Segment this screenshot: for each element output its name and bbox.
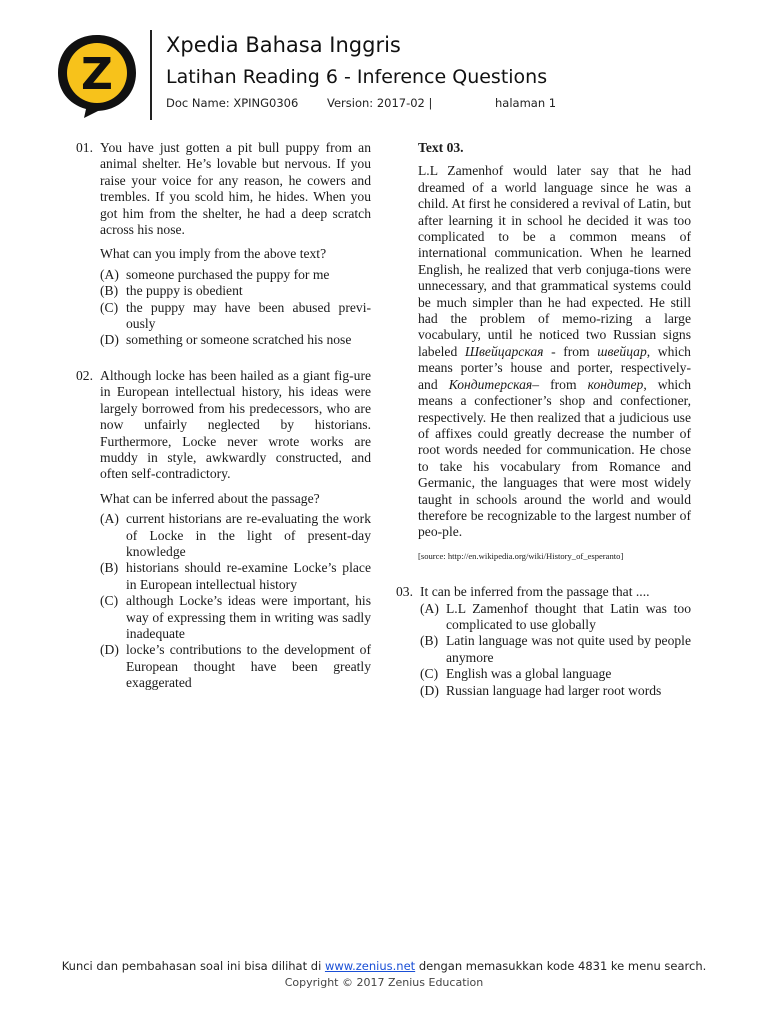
zenius-logo — [54, 31, 140, 119]
question-1 — [76, 140, 371, 349]
option-text: locke’s contributions to the development of European thought have been greatly exaggerated — [126, 642, 371, 691]
option-letter: (B) — [100, 283, 119, 299]
russian-word: Кондитерская — [448, 376, 533, 392]
left-column — [76, 140, 371, 692]
option-text: although Locke’s ideas were important, his way of expressing them in writing was sadly inadequate — [126, 593, 371, 641]
option-text: something or someone scratched his nose — [126, 332, 352, 348]
option-c — [420, 666, 691, 682]
doc-name: Doc Name: XPING0306 — [166, 96, 299, 110]
option-d — [100, 332, 371, 348]
doc-version: Version: 2017-02 | — [327, 96, 433, 110]
page-title: Xpedia Bahasa Inggris — [166, 33, 401, 57]
text-heading: Text 03. — [418, 140, 464, 155]
option-letter: (B) — [100, 560, 119, 576]
footer-text: dengan memasukkan kode 4831 ke menu search. — [415, 959, 707, 973]
logo-letter: Z — [81, 49, 113, 100]
option-d — [420, 683, 691, 699]
question-2 — [76, 368, 371, 692]
option-letter: (B) — [420, 633, 439, 649]
page-subtitle: Latihan Reading 6 - Inference Questions — [166, 66, 548, 88]
option-text: current historians are re-evaluating the work of Locke in the light of present-day knowledge — [126, 511, 371, 559]
passage-part: , which means porter’s house and porter, respectively- and — [418, 343, 691, 392]
footer-text: Kunci dan pembahasan soal ini bisa dilihat di — [61, 959, 325, 973]
text-passage — [418, 163, 691, 540]
option-a — [100, 267, 371, 283]
question-number: 03. — [396, 584, 413, 600]
passage-part: L.L Zamenhof would later say that he had dreamed of a world language since he was a child. At first he considered a revival of Latin, but after learning it in school he decided it was too complicated to be a common means of international communication. When he learned English, he realized that verb conjuga-tions were unnecessary, and that grammatical systems could be much simpler than he had expected. He still had the problem of memo-rizing a large vocabulary, until he noticed two Russian signs labeled — [418, 163, 691, 359]
option-a — [420, 601, 691, 634]
option-text: Latin language was not quite used by people anymore — [446, 633, 691, 665]
option-letter: (A) — [100, 266, 119, 282]
question-passage: You have just gotten a pit bull puppy from an animal shelter. He’s lovable but nervous. If you raise your voice for any reason, he cowers and trembles. If you scold him, he hides. When you got him from the shelter, he had a deep scratch across his nose. — [100, 140, 371, 238]
option-letter: (A) — [420, 600, 439, 616]
question-passage: Although locke has been hailed as a giant fig-ure in European intellectual history, his ideas were largely borrowed from his predecessors, who are now unfairly neglected by historians. Furthermore, Locke never wrote works are muddy in style, awkwardly constructed, and often self-contradictory. — [100, 367, 371, 482]
option-letter: (C) — [100, 593, 119, 609]
option-letter: (C) — [100, 299, 119, 315]
question-number: 02. — [76, 367, 93, 383]
passage-part: , which means a confectioner’s shop and confectioner, respectively. He then realized that a judicious use of affixes could greatly decrease the number of root words needed for communication. He chose to take his vocabulary from Romance and Germanic, the languages that were most widely taught in schools around the world and would therefore be recognizable to the largest number of peo-ple. — [418, 376, 691, 540]
question-3 — [396, 584, 691, 699]
option-letter: (A) — [100, 511, 119, 527]
option-c — [100, 593, 371, 642]
question-prompt: It can be inferred from the passage that .... — [420, 584, 650, 600]
header-divider — [150, 30, 152, 120]
right-column — [396, 140, 691, 699]
russian-word: Швейцарская — [464, 343, 544, 359]
option-letter: (D) — [420, 682, 439, 698]
option-letter: (D) — [100, 642, 119, 658]
option-text: English was a global language — [446, 666, 612, 682]
source-citation: [source: http://en.wikipedia.org/wiki/History_of_esperanto] — [418, 550, 624, 561]
option-a — [100, 511, 371, 560]
option-d — [100, 642, 371, 691]
copyright: Copyright © 2017 Zenius Education — [284, 976, 484, 989]
russian-word: швейцар — [597, 343, 647, 359]
option-b — [100, 560, 371, 593]
footer-note — [0, 959, 768, 973]
option-text: L.L Zamenhof thought that Latin was too complicated to use globally — [446, 600, 691, 632]
option-text: Russian language had larger root words — [446, 682, 662, 698]
question-number: 01. — [76, 140, 93, 155]
passage-part: - from — [543, 343, 598, 359]
passage-part: – from — [532, 376, 588, 392]
option-b — [100, 283, 371, 299]
page-number: halaman 1 — [495, 96, 557, 110]
option-c — [100, 300, 371, 333]
question-prompt: What can be inferred about the passage? — [100, 490, 320, 506]
option-text: historians should re-examine Locke’s place in European intellectual history — [126, 560, 371, 592]
option-letter: (D) — [100, 332, 119, 348]
option-b — [420, 633, 691, 666]
option-letter: (C) — [420, 666, 439, 682]
option-text: the puppy may have been abused previ-ously — [126, 299, 371, 332]
option-text: the puppy is obedient — [126, 283, 243, 299]
russian-word: кондитер — [587, 376, 644, 392]
option-text: someone purchased the puppy for me — [126, 266, 330, 282]
zenius-link[interactable]: www.zenius.net — [324, 959, 416, 973]
question-prompt: What can you imply from the above text? — [100, 246, 327, 262]
